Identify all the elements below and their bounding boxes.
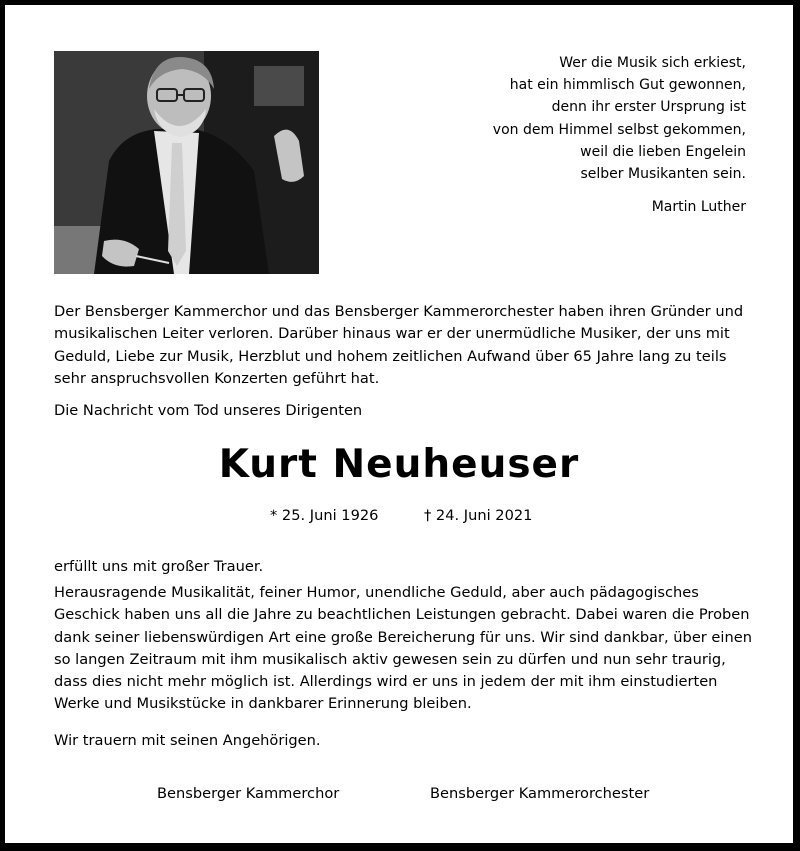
- intro-paragraph: Der Bensberger Kammerchor und das Bensberger Kammerorchester haben ihren Gründer und musikalischen Leiter verloren. Darüber hinaus war er der unermüdliche Musiker, der uns mit Geduld, Liebe zur Musik, Herzblut und hohem zeitlichen Aufwand über 65 Jahre lang zu teils sehr anspruchsvollen Konzerten geführt hat.: [54, 303, 744, 387]
- announcement-text: Die Nachricht vom Tod unseres Dirigenten: [54, 402, 363, 419]
- tribute-paragraph: Herausragende Musikalität, feiner Humor, unendliche Geduld, aber auch pädagogisches Geschick haben uns all die Jahre zu beachtlichen Leistungen gebracht. Dabei waren die Proben dank seiner liebenswürdigen Art eine große Bereicherung für uns. Wir sind dankbar, über einen so langen Zeitraum mit ihm musikalisch aktiv gewesen sein zu dürfen und nun sehr traurig, dass dies nicht mehr möglich ist. Allerdings wird er uns in jedem der mit ihm einstudierten Werke und Musikstücke in dankbarer Erinnerung bleiben.: [54, 584, 752, 713]
- obituary-card: [5, 5, 793, 843]
- poem-line: von dem Himmel selbst gekommen,: [492, 121, 746, 138]
- portrait-photo: [54, 51, 319, 274]
- signature-choir: Bensberger Kammerchor: [157, 785, 340, 802]
- poem-quote: [386, 52, 746, 218]
- poem-line: hat ein himmlisch Gut gewonnen,: [509, 77, 746, 94]
- portrait-photo-conductor-icon: [54, 51, 319, 274]
- deceased-name: Kurt Neuheuser: [218, 442, 580, 487]
- closing-text: Wir trauern mit seinen Angehörigen.: [54, 732, 321, 749]
- birth-date: * 25. Juni 1926: [270, 507, 379, 524]
- poem-line: selber Musikanten sein.: [580, 166, 746, 183]
- poem-line: weil die lieben Engelein: [580, 143, 746, 160]
- poem-line: Wer die Musik sich erkiest,: [559, 55, 746, 71]
- signature-orchestra: Bensberger Kammerorchester: [430, 785, 650, 802]
- sorrow-text: erfüllt uns mit großer Trauer.: [54, 558, 264, 575]
- death-date: † 24. Juni 2021: [424, 507, 533, 524]
- poem-line: denn ihr erster Ursprung ist: [551, 99, 746, 116]
- poem-author: Martin Luther: [651, 199, 746, 216]
